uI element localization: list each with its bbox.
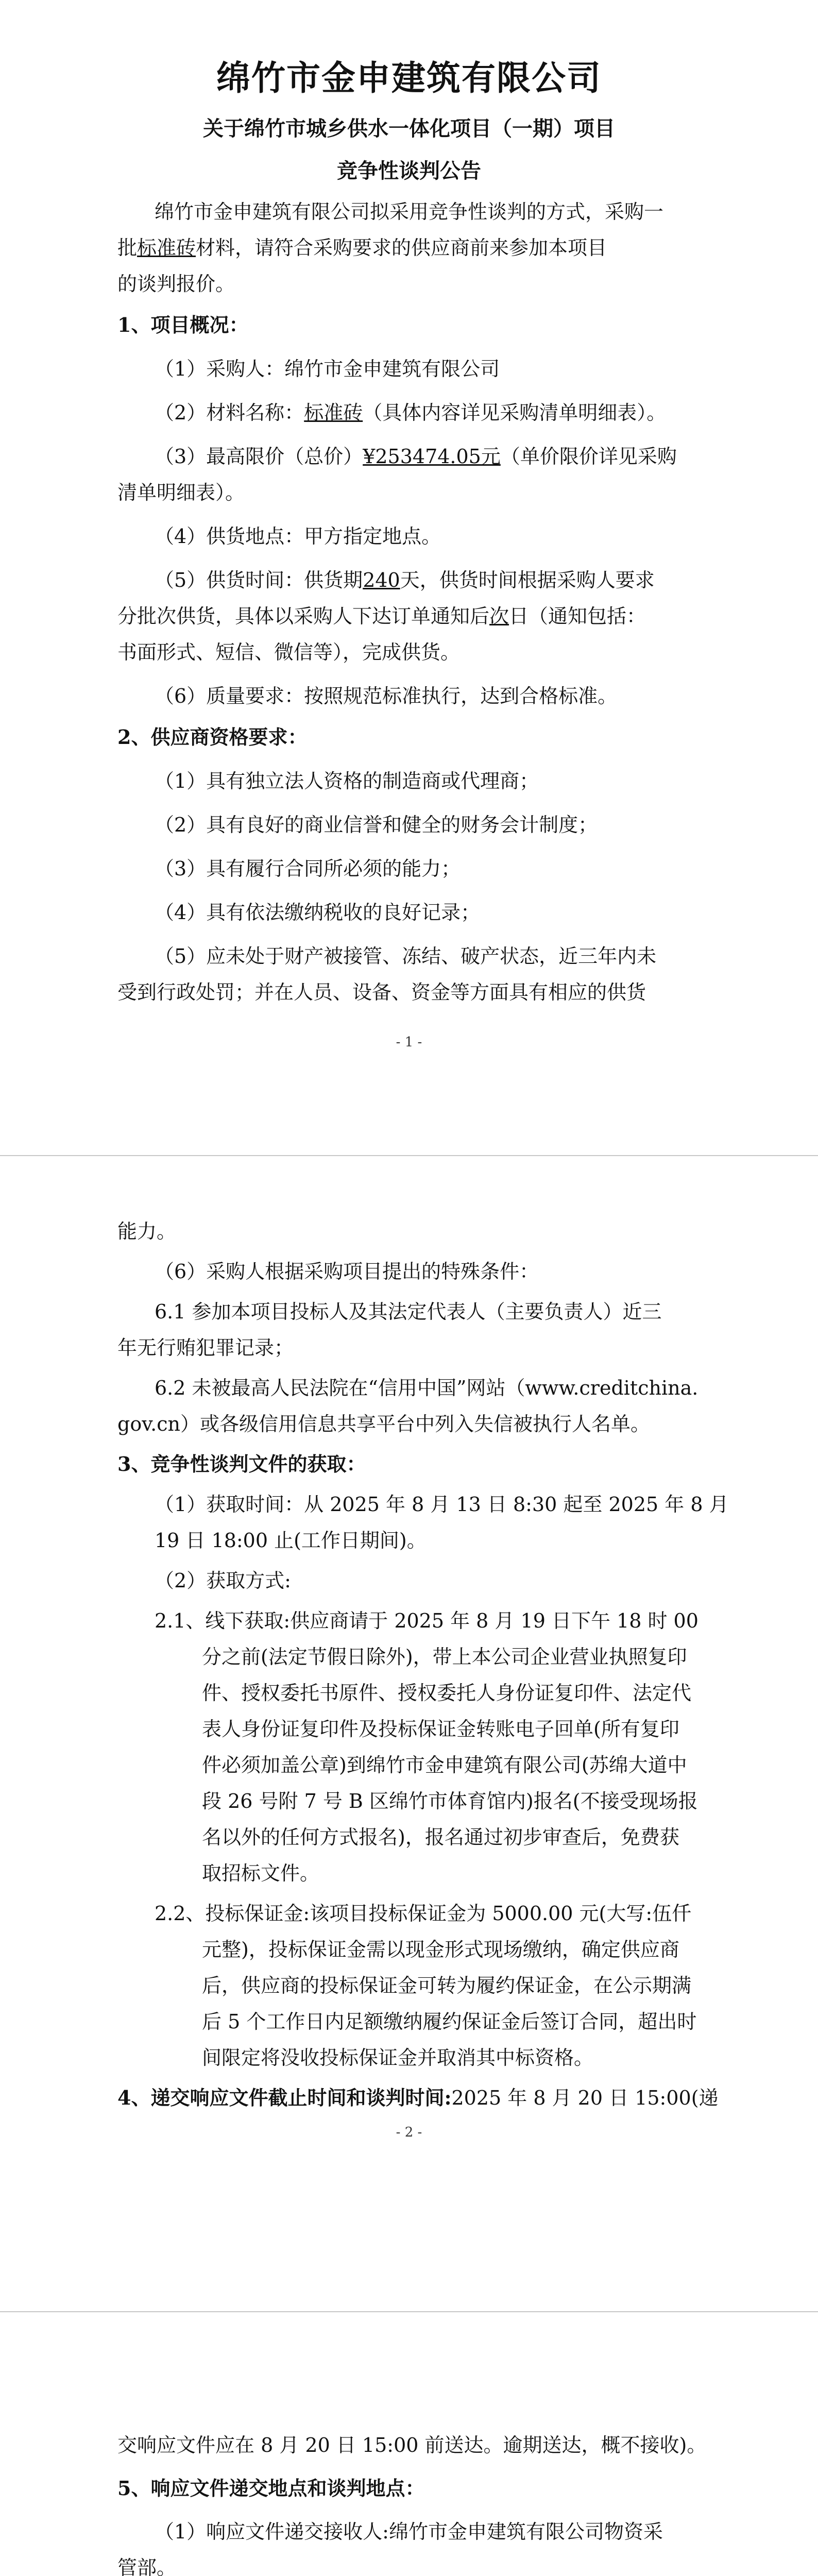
p2-cont: 能力。 [117,1220,177,1243]
s1-3-price: ¥253474.05元 [363,445,501,468]
s3-2-1-h: 取招标文件。 [202,1862,320,1885]
s2-item-6-2: 6.2 未被最高人民法院在“信用中国”网站（www.creditchina. [155,1377,698,1399]
s2-item-1: （1）具有独立法人资格的制造商或代理商； [155,770,539,792]
s2-item-3: （3）具有履行合同所必须的能力； [155,857,461,880]
s2-item-6-1-cont: 年无行贿犯罪记录； [117,1336,294,1359]
s3-item-1-cont: 19 日 18:00 止(工作日期间)。 [155,1529,427,1552]
s2-item-2: （2）具有良好的商业信誉和健全的财务会计制度； [155,814,598,836]
announce-title: 竞争性谈判公告 [337,159,481,183]
page-1 [0,0,818,1156]
page-number-1: - 1 - [396,1035,422,1050]
intro-b-pre: 批 [117,236,138,259]
s5-item-1-cont: 管部。 [117,2556,177,2576]
s2-item-6: （6）采购人根据采购项目提出的特殊条件： [155,1260,539,1283]
p3-cont: 交响应文件应在 8 月 20 日 15:00 前送达。逾期送达，概不接收)。 [117,2434,707,2456]
page-2 [0,1156,818,2312]
s1-item-5-cont2: 书面形式、短信、微信等），完成供货。 [117,641,461,664]
s1-3-pre: （3）最高限价（总价） [155,445,363,468]
s2-item-4: （4）具有依法缴纳税收的良好记录； [155,901,481,924]
s2-item-5-cont: 受到行政处罚；并在人员、设备、资金等方面具有相应的供货 [117,981,646,1004]
page-3 [0,2312,818,2576]
intro-b-post: 材料，请符合采购要求的供应商前来参加本项目 [196,236,607,259]
s1-item-1: （1）采购人：绵竹市金申建筑有限公司 [155,358,500,380]
s1-5-b-u: 次 [489,605,509,628]
s3-2-1-g: 名以外的任何方式报名)，报名通过初步审查后，免费获 [202,1826,679,1849]
intro-material: 标准砖 [137,236,196,259]
s1-5-pre: （5）供货时间：供货期 [155,569,363,591]
section-3-heading: 3、竞争性谈判文件的获取： [117,1452,366,1476]
s1-5-post: 天，供货时间根据采购人要求 [400,569,655,591]
intro-line-a: 绵竹市金申建筑有限公司拟采用竞争性谈判的方式，采购一 [155,200,664,223]
s3-2-1-e: 件必须加盖公章)到绵竹市金申建筑有限公司(苏绵大道中 [202,1754,687,1776]
intro-line-b [117,234,705,261]
s1-5-days: 240 [363,569,400,591]
s2-item-6-1: 6.1 参加本项目投标人及其法定代表人（主要负责人）近三 [155,1300,662,1323]
section-4-heading: 4、递交响应文件截止时间和谈判时间: [117,2086,452,2109]
s1-5-b: 分批次供货，具体以采购人下达订单通知后 [117,605,490,628]
s1-2-post: （具体内容详见采购清单明细表）。 [363,401,667,424]
s1-item-4: （4）供货地点：甲方指定地点。 [155,525,441,548]
section-5-heading: 5、响应文件递交地点和谈判地点： [117,2477,425,2500]
s1-5-b-post: 日（通知包括： [509,605,646,628]
section-2-heading: 2、供应商资格要求： [117,725,308,749]
s2-item-6-2-cont: gov.cn）或各级信用信息共享平台中列入失信被执行人名单。 [117,1413,650,1435]
s3-2-2-a: 2.2、投标保证金:该项目投标保证金为 5000.00 元(大写:伍仟 [155,1902,692,1925]
section-4-line [117,2084,719,2111]
s1-item-6: （6）质量要求：按照规范标准执行，达到合格标准。 [155,685,618,707]
s1-item-3-cont: 清单明细表）。 [117,481,245,504]
intro-line-c: 的谈判报价。 [117,273,235,295]
company-title: 绵竹市金申建筑有限公司 [216,58,602,98]
s3-item-2: （2）获取方式: [155,1569,291,1592]
s3-2-1-c: 件、授权委托书原件、授权委托人身份证复印件、法定代 [202,1682,692,1704]
s3-2-2-d: 后 5 个工作日内足额缴纳履约保证金后签订合同，超出时 [202,2010,697,2033]
section-1-heading: 1、项目概况： [117,313,249,336]
s3-2-2-e: 间限定将没收投标保证金并取消其中标资格。 [202,2046,594,2069]
s1-item-2 [155,399,742,426]
s5-item-1: （1）响应文件递交接收人:绵竹市金申建筑有限公司物资采 [155,2520,663,2543]
s3-2-1-f: 段 26 号附 7 号 B 区绵竹市体育馆内)报名(不接受现场报 [202,1790,698,1812]
project-title: 关于绵竹市城乡供水一体化项目（一期）项目 [203,116,615,141]
page-number-2: - 2 - [396,2125,422,2140]
s3-2-2-c: 后，供应商的投标保证金可转为履约保证金，在公示期满 [202,1974,692,1997]
s1-item-5-cont [117,603,705,630]
section-4-deadline: 2025 年 8 月 20 日 15:00(递 [451,2087,719,2109]
s1-item-5 [155,567,742,594]
s1-2-pre: （2）材料名称： [155,401,304,424]
s3-item-1: （1）获取时间：从 2025 年 8 月 13 日 8:30 起至 2025 年 8 月 [155,1493,729,1516]
s1-item-3 [155,443,742,470]
s3-2-1-b: 分之前(法定节假日除外)，带上本公司企业营业执照复印 [202,1646,687,1668]
s3-2-2-b: 元整)，投标保证金需以现金形式现场缴纳，确定供应商 [202,1938,679,1961]
s1-3-post: （单价限价详见采购 [500,445,677,468]
s1-2-material: 标准砖 [304,401,363,424]
s3-2-1-a: 2.1、线下获取:供应商请于 2025 年 8 月 19 日下午 18 时 00 [155,1609,698,1632]
s3-2-1-d: 表人身份证复印件及投标保证金转账电子回单(所有复印 [202,1718,679,1740]
s2-item-5: （5）应未处于财产被接管、冻结、破产状态，近三年内未 [155,945,657,968]
